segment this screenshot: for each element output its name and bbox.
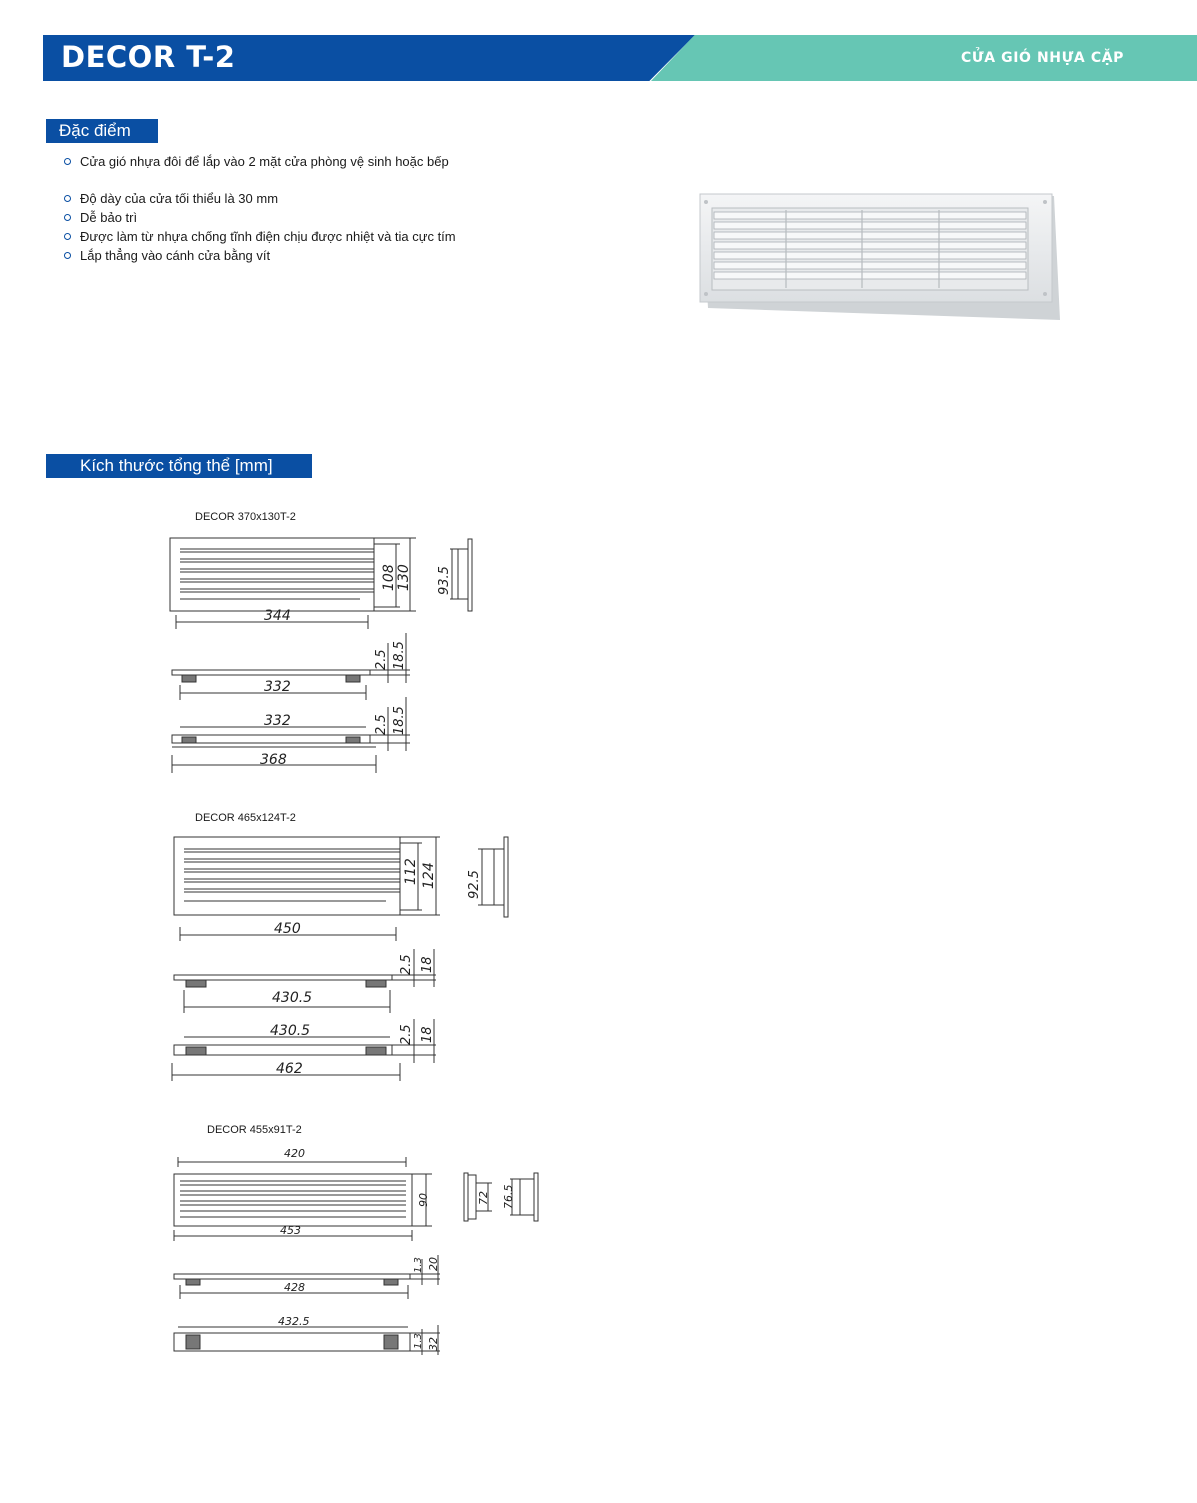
- dim-label: 20: [427, 1257, 440, 1271]
- dim-label: 430.5: [272, 990, 313, 1006]
- dim-label: 18: [420, 956, 435, 973]
- dim-label: 112: [403, 858, 419, 885]
- louvre-lines: [180, 549, 374, 599]
- dim-label: 18: [420, 1026, 435, 1043]
- feature-item: Lắp thẳng vào cánh cửa bằng vít: [63, 246, 456, 265]
- features-section-label: Đặc điểm: [46, 119, 158, 143]
- dim-label: 130: [396, 564, 412, 591]
- dim-label: 72: [477, 1191, 490, 1205]
- dim-label: 18.5: [392, 641, 407, 670]
- drawing-model-2: [172, 837, 508, 1081]
- dim-label: 1.3: [413, 1333, 424, 1349]
- dim-label: 2.5: [374, 649, 389, 670]
- dim-label: 430.5: [270, 1023, 311, 1039]
- dim-label: 2.5: [399, 954, 414, 975]
- dim-label: 92.5: [467, 870, 482, 899]
- model-label: DECOR 370x130T-2: [195, 511, 296, 523]
- drawing-model-3: [174, 1157, 538, 1355]
- dim-label: 108: [381, 564, 397, 591]
- bullet-icon: [64, 252, 71, 259]
- technical-drawings: [160, 525, 560, 1375]
- dim-label: 32: [427, 1337, 440, 1351]
- model-label: DECOR 465x124T-2: [195, 812, 296, 824]
- dim-label: 2.5: [374, 714, 389, 735]
- bullet-icon: [64, 195, 71, 202]
- product-title: DECOR T-2: [61, 40, 236, 74]
- front-view-frame: [174, 1174, 412, 1226]
- dim-label: 420: [284, 1147, 305, 1160]
- dim-label: 2.5: [399, 1024, 414, 1045]
- feature-item: Cửa gió nhựa đôi để lắp vào 2 mặt cửa phòng vệ sinh hoặc bếp: [63, 152, 456, 171]
- features-list: [63, 152, 456, 265]
- dim-label: 90: [417, 1193, 430, 1207]
- dim-label: 368: [260, 752, 287, 768]
- model-label: DECOR 455x91T-2: [207, 1124, 302, 1136]
- dim-label: 453: [280, 1224, 301, 1237]
- drawing-model-1: [170, 538, 472, 773]
- dim-label: 1.3: [413, 1257, 424, 1273]
- dim-label: 332: [264, 679, 291, 695]
- dim-label: 462: [276, 1061, 303, 1077]
- dim-label: 18.5: [392, 706, 407, 735]
- feature-item: Được làm từ nhựa chống tĩnh điện chịu được nhiệt và tia cực tím: [63, 227, 456, 246]
- product-photo: [698, 190, 1060, 320]
- product-category: CỬA GIÓ NHỰA CẶP: [961, 50, 1124, 66]
- louvre-lines: [184, 849, 400, 901]
- bullet-icon: [64, 158, 71, 165]
- dim-label: 450: [274, 921, 301, 937]
- dim-label: 93.5: [437, 566, 452, 595]
- bullet-icon: [64, 233, 71, 240]
- dim-label: 76.5: [502, 1184, 515, 1209]
- dim-label: 344: [264, 608, 291, 624]
- dimensions-section-label: Kích thước tổng thể [mm]: [46, 454, 312, 478]
- dim-label: 124: [421, 862, 437, 889]
- dim-label: 432.5: [278, 1315, 310, 1328]
- dim-label: 428: [284, 1281, 305, 1294]
- louvre-lines: [180, 1181, 406, 1217]
- feature-item: Độ dày của cửa tối thiểu là 30 mm: [63, 189, 456, 208]
- feature-item: Dễ bảo trì: [63, 208, 456, 227]
- dim-label: 332: [264, 713, 291, 729]
- bullet-icon: [64, 214, 71, 221]
